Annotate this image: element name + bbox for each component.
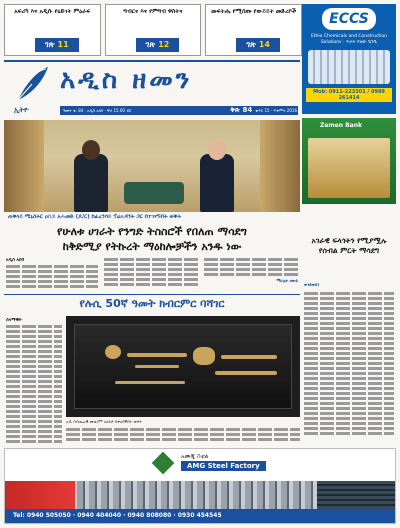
edition-label: ኢትዮ: [14, 106, 29, 114]
masthead-info: ዓመት ቁ. 84 · አዲስ አበባ · ዋጋ 15.00 ብር: [63, 108, 132, 113]
main-story-photo: [4, 120, 300, 212]
fossil-bone: [115, 381, 185, 384]
newspaper-nameplate: አዲስ ዘመን: [60, 65, 193, 95]
teaser-text: መፍትሔ የሚሰጡ የውይይት መድረኮች: [211, 8, 297, 15]
lucy-story-bottom-text: [66, 428, 300, 444]
amg-company-name: AMG Steel Factory: [181, 461, 266, 471]
fossil-bone: [127, 353, 187, 357]
main-story-column-3: [204, 258, 298, 292]
teaser-page-badge: ገጽ 11: [35, 38, 79, 52]
teaser-page-badge: ገጽ 12: [136, 38, 180, 52]
photo-person-right-head: [208, 140, 226, 160]
eccs-logo: ECCS: [322, 8, 376, 30]
teaser-strip: [4, 4, 302, 56]
lucy-photo-caption: ሉሲ በብሔራዊ ሙዚየም ለዕይታ በቀረበችበት ወቅት: [66, 419, 142, 424]
teaser-text: አፍሪካ እና አዲሱ የዕድገት ምዕራፍ: [14, 8, 91, 15]
display-case: [74, 324, 292, 409]
steel-sheets: [317, 481, 396, 509]
masthead-info-bar: [60, 106, 298, 115]
teaser-2[interactable]: [105, 4, 202, 56]
lucy-byline: ሰላማዊት: [6, 318, 22, 323]
right-column-text: [304, 292, 394, 444]
section-info: ቁጥር 15 · ጥቅምት 2016: [255, 108, 297, 113]
right-column-byline: ወንድወሰን: [304, 282, 320, 287]
amg-amharic-name: አሙጂ ስቲል: [181, 453, 209, 460]
section-tag: ቅጽ 84: [230, 106, 253, 114]
teaser-1[interactable]: [4, 4, 101, 56]
photo-table: [124, 182, 184, 204]
masthead: [4, 60, 300, 116]
lucy-headline[interactable]: የሉሲ 50ኛ ዓመት ክብርምር ባሻገር: [79, 297, 225, 310]
amg-phone-numbers: Tel: 0940 505050 · 0940 404040 · 0940 808080 · 0930 454545: [5, 509, 396, 523]
ad-description: Ethio Chemicals and Construction Solutions · ጥራት ያለው ቧንቧ: [310, 34, 388, 45]
main-story-column-1: [6, 258, 98, 292]
zemen-bank-title: Zemen Bank: [320, 122, 362, 129]
teaser-page-badge: ገጽ 14: [236, 38, 280, 52]
right-column-headline[interactable]: አገራዊ ፍላጎትን የሚያሟሉ የሰብል ምርት ማሳደግ: [311, 236, 387, 255]
ad-image: [308, 138, 390, 198]
pipes-image: [308, 50, 390, 84]
feather-pen-icon: [12, 64, 52, 104]
photo-curtain-right: [260, 120, 300, 212]
teaser-3[interactable]: [205, 4, 302, 56]
photo-person-left: [74, 154, 108, 212]
photo-curtain-left: [4, 120, 44, 212]
steel-red-beams: [5, 481, 75, 509]
advertisement-zemen-bank[interactable]: [302, 118, 396, 204]
steel-products-image: [5, 481, 396, 509]
fossil-bone: [135, 365, 179, 368]
fossil-bone: [215, 371, 277, 375]
advertisement-amg-steel[interactable]: [4, 448, 396, 524]
headline-line-2: ከቅድሚያ የትኩረት ማዕከሎቻችን አንዱ ነው: [62, 240, 242, 253]
section-divider: [4, 294, 300, 295]
advertisement-eccs[interactable]: [302, 4, 396, 114]
photo-person-right: [200, 154, 234, 212]
amg-logo-icon: [152, 452, 175, 475]
story-location: አዲስ አበባ: [6, 258, 25, 263]
fossil-bone: [221, 355, 277, 359]
headline-line-1: የሁለቱ ሀገራት የንግድ ትስስሮች የበለጠ ማሳደግ: [57, 225, 247, 238]
main-story-column-2: [104, 258, 198, 292]
main-photo-caption: ጠቅላይ ሚኒስትር ዐቢይ አሕመድ (ዶ/ር) ከፈረንሳይ ፕሬዚዳንት ጋር በተገናኙበት ወቅት: [8, 214, 182, 220]
fossil-skull: [105, 345, 121, 359]
lucy-fossil-photo: [66, 316, 300, 417]
lucy-story-column-1: [6, 318, 62, 444]
ad-phone: Mob: 0911-223301 / 0989 261414: [306, 88, 392, 102]
photo-person-left-head: [82, 140, 100, 160]
main-headline[interactable]: [4, 224, 300, 254]
fossil-pelvis: [193, 347, 215, 365]
teaser-text: ግብርና እና የምግብ ዋስትና: [123, 8, 183, 15]
main-story-byline: ማህሌት ዘውዴ: [276, 278, 298, 283]
